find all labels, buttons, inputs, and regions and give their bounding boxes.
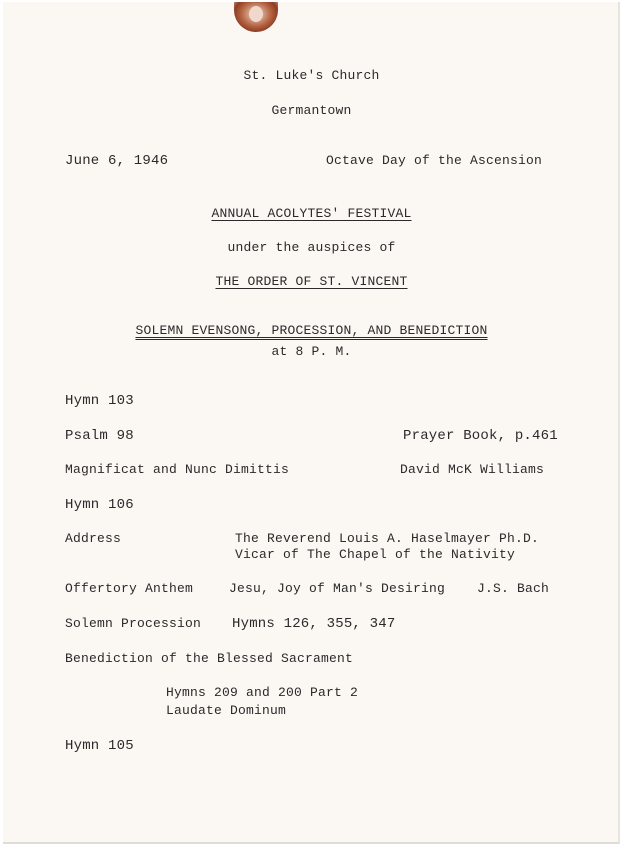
address-speaker: The Reverend Louis A. Haselmayer Ph.D. [235, 531, 540, 546]
benediction-hymns: Hymns 209 and 200 Part 2 [166, 685, 359, 700]
order-name: THE ORDER OF ST. VINCENT [215, 274, 408, 289]
service-time: at 8 P. M. [271, 344, 352, 359]
place-name: Germantown [271, 103, 352, 118]
stain-mark [234, 2, 278, 32]
psalm-label: Psalm 98 [65, 428, 134, 444]
liturgical-day: Octave Day of the Ascension [326, 153, 543, 168]
address-label: Address [65, 531, 122, 546]
benediction-label: Benediction of the Blessed Sacrament [65, 651, 354, 666]
second-hymn: Hymn 106 [65, 497, 134, 513]
offertory-anthem: Jesu, Joy of Man's Desiring [229, 581, 446, 596]
opening-hymn: Hymn 103 [65, 393, 134, 409]
psalm-reference: Prayer Book, p.461 [403, 428, 558, 444]
church-name: St. Luke's Church [243, 68, 380, 83]
canticles-label: Magnificat and Nunc Dimittis [65, 462, 290, 477]
offertory-composer: J.S. Bach [477, 581, 550, 596]
offertory-label: Offertory Anthem [65, 581, 194, 596]
program-sheet [3, 2, 620, 844]
festival-title: ANNUAL ACOLYTES' FESTIVAL [211, 206, 412, 221]
closing-hymn: Hymn 105 [65, 738, 134, 754]
service-title: SOLEMN EVENSONG, PROCESSION, AND BENEDICTION [135, 323, 488, 338]
canticles-composer: David McK Williams [400, 462, 545, 477]
auspices-line: under the auspices of [227, 240, 396, 255]
procession-label: Solemn Procession [65, 616, 202, 631]
speaker-title: Vicar of The Chapel of the Nativity [235, 547, 516, 562]
procession-hymns: Hymns 126, 355, 347 [232, 616, 396, 632]
service-date: June 6, 1946 [65, 153, 169, 169]
laudate-dominum: Laudate Dominum [166, 703, 287, 718]
